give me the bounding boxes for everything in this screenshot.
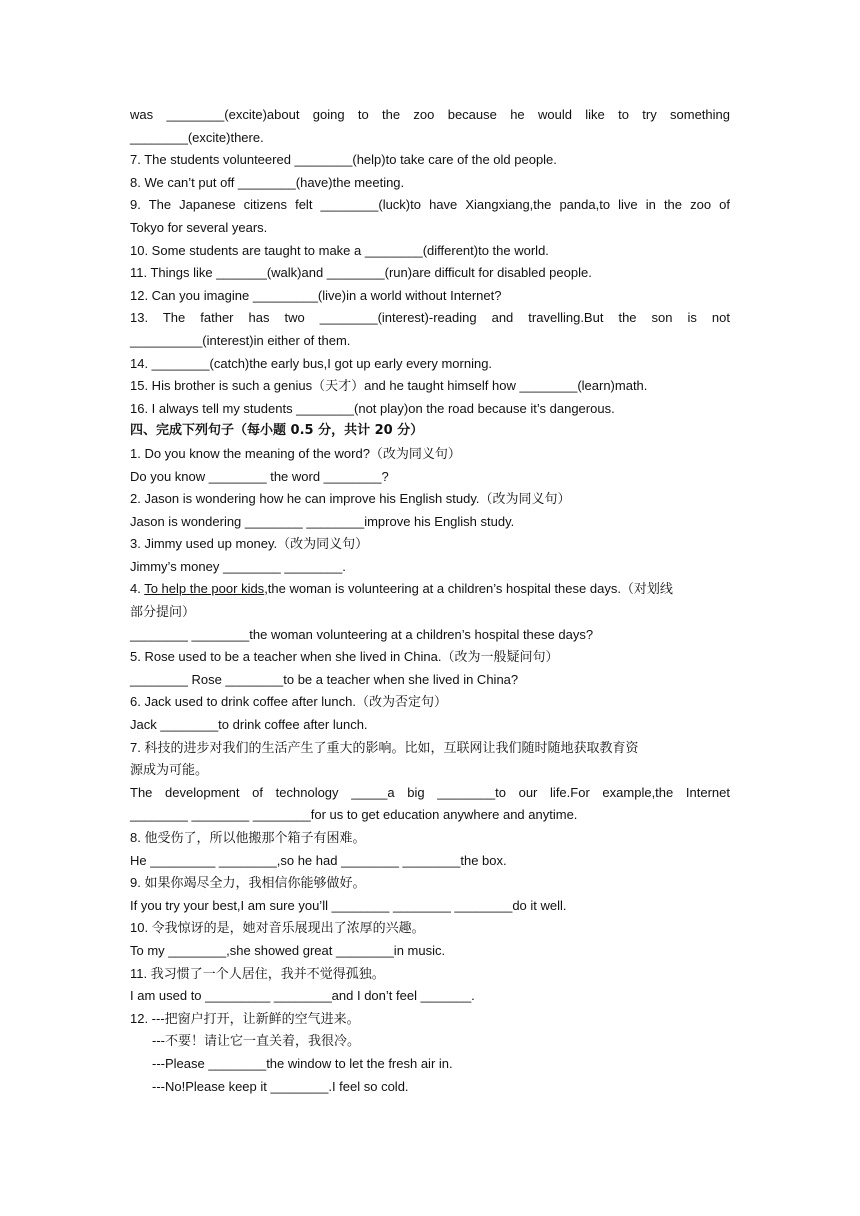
exercise-line: 10. Some students are taught to make a ________(different)to the world.	[130, 242, 549, 258]
answer-line: I am used to _________ ________and I don’t feel _______.	[130, 988, 475, 1004]
answer-line: If you try your best,I am sure you’ll ________ ________ ________do it well.	[130, 897, 567, 913]
answer-line: Jack ________to drink coffee after lunch.	[130, 717, 368, 733]
question-line: 10. 令我惊讶的是，她对音乐展现出了浓厚的兴趣。	[130, 920, 425, 936]
exercise-line: 13. The father has two ________(interest)-reading and travelling.But the son is not	[130, 310, 730, 326]
exercise-line: 12. Can you imagine _________(live)in a world without Internet?	[130, 287, 502, 303]
exercise-line: Tokyo for several years.	[130, 219, 268, 235]
answer-line: ---Please ________the window to let the fresh air in.	[152, 1055, 453, 1071]
answer-line: To my ________,she showed great ________in music.	[130, 942, 446, 958]
exercise-line: 9. The Japanese citizens felt ________(luck)to have Xiangxiang,the panda,to live in the zoo of	[130, 197, 730, 213]
exercise-line: 15. His brother is such a genius（天才）and he taught himself how ________(learn)math.	[130, 378, 648, 394]
exercise-line: __________(interest)in either of them.	[130, 332, 351, 348]
question-number: 4.	[130, 581, 145, 597]
answer-line: The development of technology _____a big ________to our life.For example,the Internet	[130, 784, 730, 800]
question-line: 部分提问）	[130, 604, 196, 620]
question-line: 3. Jimmy used up money.（改为同义句）	[130, 536, 369, 552]
question-line: 7. 科技的进步对我们的生活产生了重大的影响。比如，互联网让我们随时随地获取教育资	[130, 739, 639, 755]
document-page	[130, 104, 730, 1098]
question-line: 2. Jason is wondering how he can improve his English study.（改为同义句）	[130, 491, 571, 507]
answer-line: ---No!Please keep it ________.I feel so cold.	[152, 1078, 409, 1094]
exercise-line: was ________(excite)about going to the zoo because he would like to try something	[130, 107, 730, 122]
question-line: 5. Rose used to be a teacher when she lived in China.（改为一般疑问句）	[130, 649, 559, 665]
exercise-line: 8. We can’t put off ________(have)the meeting.	[130, 174, 405, 190]
answer-line: Jimmy’s money ________ ________.	[130, 558, 346, 574]
answer-line: ________ ________the woman volunteering at a children’s hospital these days?	[130, 626, 594, 642]
answer-line: ________ ________ ________for us to get education anywhere and anytime.	[130, 807, 578, 823]
question-line: 12. ---把窗户打开，让新鲜的空气进来。	[130, 1010, 360, 1026]
question-text: ,the woman is volunteering at a children’s hospital these days.（对划线	[264, 581, 673, 597]
exercise-line: 7. The students volunteered ________(help)to take care of the old people.	[130, 152, 557, 168]
underlined-phrase: To help the poor kids	[144, 581, 265, 597]
question-line: 11. 我习惯了一个人居住，我并不觉得孤独。	[130, 965, 385, 981]
exercise-line: 16. I always tell my students ________(not play)on the road because it’s dangerous.	[130, 400, 615, 416]
exercise-line: 14. ________(catch)the early bus,I got up early every morning.	[130, 355, 493, 371]
question-line: 9. 如果你竭尽全力，我相信你能够做好。	[130, 875, 366, 891]
question-line: 1. Do you know the meaning of the word?（改为同义句）	[130, 445, 461, 461]
answer-line: Jason is wondering ________ ________improve his English study.	[130, 513, 515, 529]
question-line	[130, 578, 730, 601]
section-heading: 四、完成下列句子（每小题 0.5 分，共计 20 分）	[130, 423, 424, 439]
exercise-line: ________(excite)there.	[130, 129, 264, 145]
question-line: ---不要！请让它一直关着，我很冷。	[152, 1033, 360, 1049]
exercise-line: 11. Things like _______(walk)and ________(run)are difficult for disabled people.	[130, 265, 592, 281]
answer-line: ________ Rose ________to be a teacher when she lived in China?	[130, 671, 519, 687]
question-line: 6. Jack used to drink coffee after lunch.（改为否定句）	[130, 694, 447, 710]
answer-line: He _________ ________,so he had ________ ________the box.	[130, 852, 507, 868]
question-line: 源成为可能。	[130, 762, 209, 778]
answer-line: Do you know ________ the word ________?	[130, 468, 389, 484]
question-line: 8. 他受伤了，所以他搬那个箱子有困难。	[130, 830, 366, 845]
